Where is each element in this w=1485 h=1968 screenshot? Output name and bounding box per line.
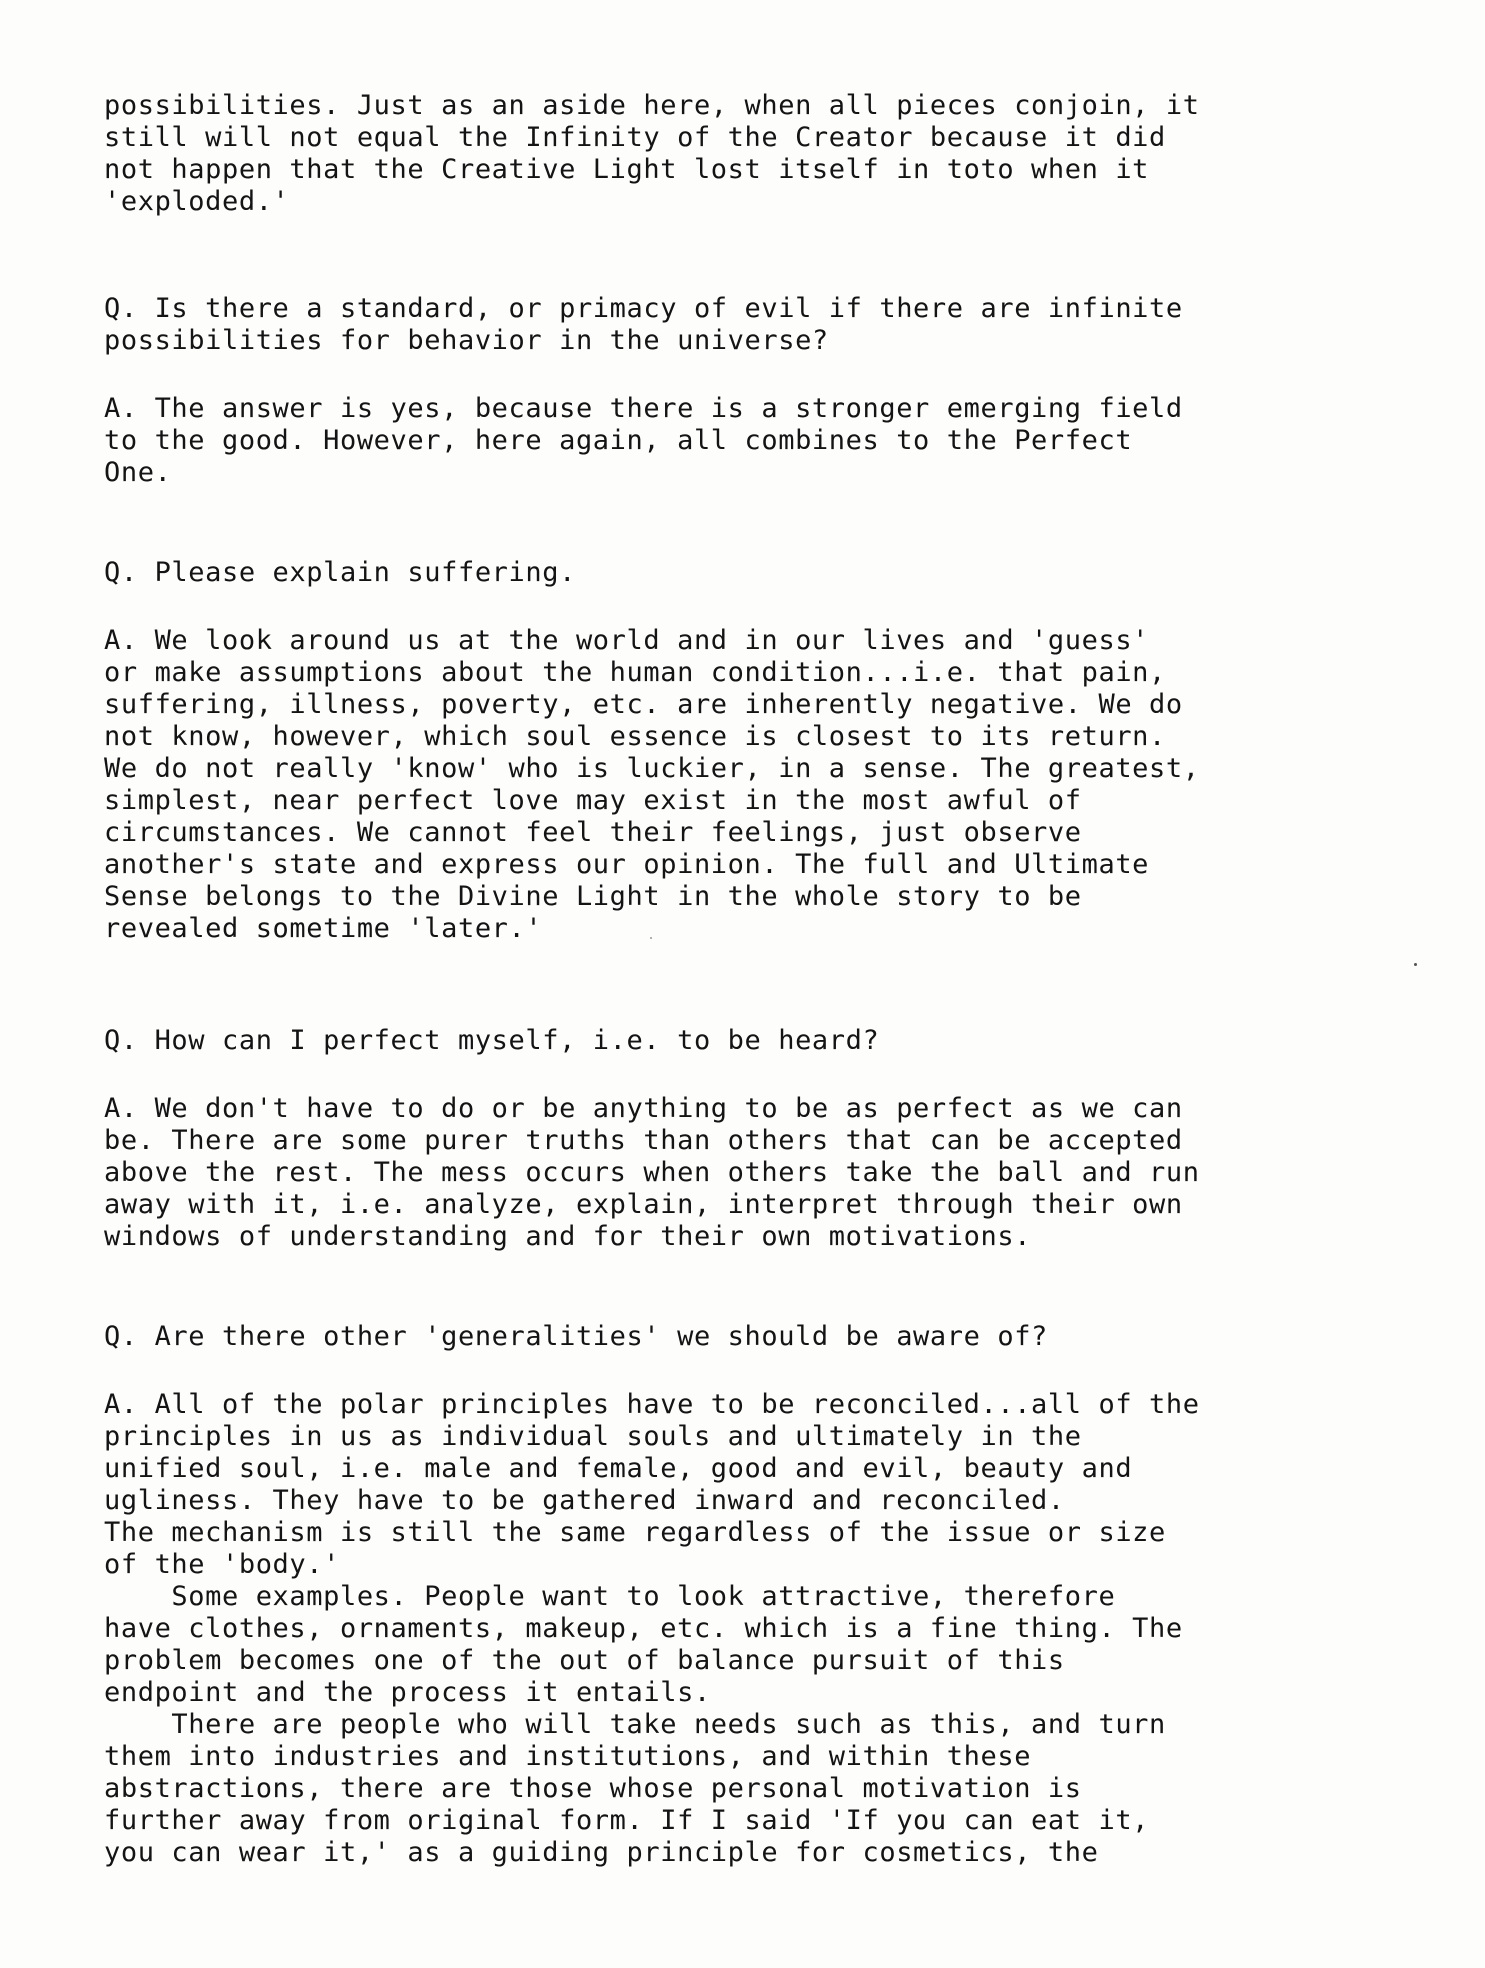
question-paragraph: Q. Please explain suffering. bbox=[104, 557, 576, 588]
intro-paragraph: possibilities. Just as an aside here, when all pieces conjoin, it still will not equal the Infinity of the Creator because it did not happen that the Creative Light lost itself in toto when it 'exploded.' bbox=[104, 90, 1200, 217]
answer-paragraph: A. We don't have to do or be anything to be as perfect as we can be. There are some purer truths than others that can be accepted above the rest. The mess occurs when others take the ball and run away with it, i.e. analyze, explain, interpret through their own windows of understanding and for their own motivations. bbox=[104, 1093, 1200, 1252]
question-paragraph: Q. Is there a standard, or primacy of evil if there are infinite possibilities for behavior in the universe? bbox=[104, 293, 1183, 356]
answer-paragraph: A. The answer is yes, because there is a stronger emerging field to the good. However, here again, all combines to the Perfect One. bbox=[104, 393, 1183, 488]
scan-speck bbox=[650, 937, 652, 939]
answer-paragraph: A. All of the polar principles have to be reconciled...all of the principles in us as individual souls and ultimately in the unified soul, i.e. male and female, good and evil, beauty and ugliness. They have to be gathered inward and reconciled. The mechanism is still the same regardless of the issue or size of the 'body.' Some examples. People want to look attractive, therefore have clothes, ornaments, makeup, etc. which is a fine thing. The problem becomes one of the out of balance pursuit of this endpoint and the process it entails. There are people who will take needs such as this, and turn them into industries and institutions, and within these abstractions, there are those whose personal motivation is further away from original form. If I said 'If you can eat it, you can wear it,' as a guiding principle for cosmetics, the bbox=[104, 1389, 1200, 1868]
question-paragraph: Q. How can I perfect myself, i.e. to be heard? bbox=[104, 1025, 880, 1056]
answer-paragraph: A. We look around us at the world and in our lives and 'guess' or make assumptions about the human condition...i.e. that pain, suffering, illness, poverty, etc. are inherently negative. We do not know, however, which soul essence is closest to its return. We do not really 'know' who is luckier, in a sense. The greatest, simplest, near perfect love may exist in the most awful of circumstances. We cannot feel their feelings, just observe another's state and express our opinion. The full and Ultimate Sense belongs to the Divine Light in the whole story to be revealed sometime 'later.' bbox=[104, 625, 1200, 944]
scan-speck bbox=[1414, 963, 1417, 966]
question-paragraph: Q. Are there other 'generalities' we should be aware of? bbox=[104, 1321, 1048, 1352]
